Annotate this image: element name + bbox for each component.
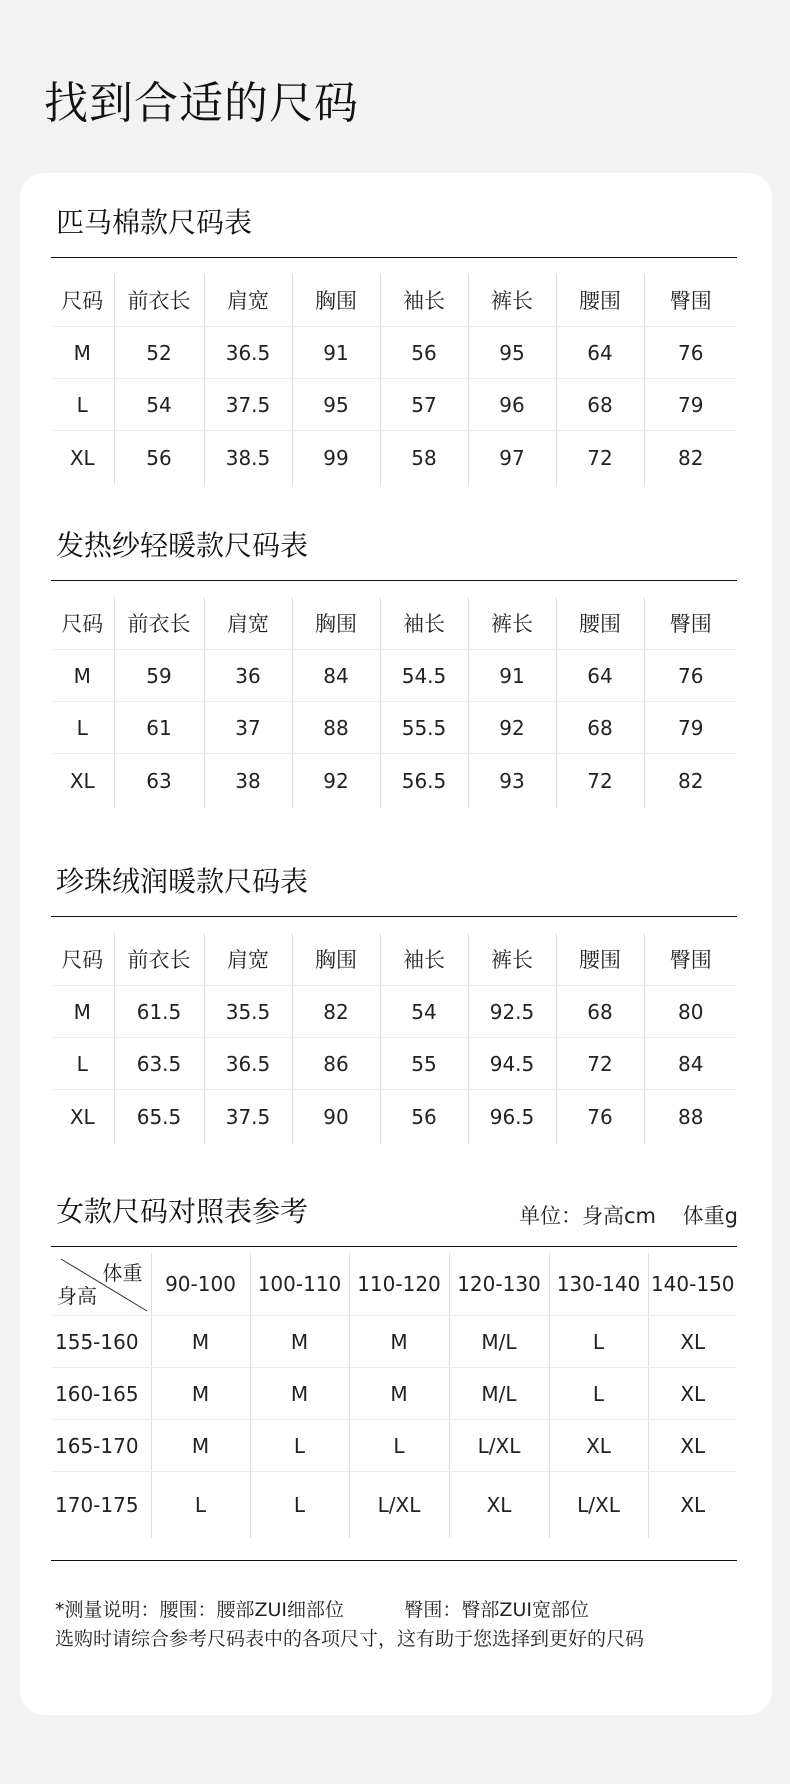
table-cell: L bbox=[51, 1038, 114, 1090]
header-cell: 前衣长 bbox=[114, 933, 204, 986]
weight-axis-label: 体重 bbox=[102, 1261, 143, 1285]
table-cell: 84 bbox=[292, 650, 380, 702]
table-cell: 55.5 bbox=[380, 702, 468, 754]
table-cell: L bbox=[349, 1420, 449, 1472]
reference-size-table bbox=[51, 1253, 737, 1538]
table-cell: XL bbox=[648, 1316, 737, 1368]
table-cell: 36.5 bbox=[204, 1038, 292, 1090]
table-cell: 54.5 bbox=[380, 650, 468, 702]
table-cell: M bbox=[51, 986, 114, 1038]
height-axis-label: 身高 bbox=[57, 1284, 97, 1308]
header-cell: 140-150 bbox=[648, 1253, 737, 1316]
header-cell: 胸围 bbox=[292, 274, 380, 327]
reference-title: 女款尺码对照表参考 bbox=[56, 1195, 309, 1228]
table-row bbox=[51, 1420, 737, 1472]
table-cell: XL bbox=[549, 1420, 648, 1472]
table-cell: 58 bbox=[380, 431, 468, 486]
table-cell: 56 bbox=[114, 431, 204, 486]
table-row bbox=[51, 379, 737, 431]
table-cell: 82 bbox=[644, 754, 737, 809]
table-cell: M/L bbox=[449, 1368, 549, 1420]
table-cell: 94.5 bbox=[468, 1038, 556, 1090]
table-cell: 36.5 bbox=[204, 327, 292, 379]
header-cell: 腰围 bbox=[556, 933, 644, 986]
header-cell: 胸围 bbox=[292, 933, 380, 986]
table-cell: 92 bbox=[292, 754, 380, 809]
table-cell: M bbox=[151, 1420, 250, 1472]
table-cell: 65.5 bbox=[114, 1090, 204, 1145]
table-cell: XL bbox=[69, 769, 95, 793]
table-cell: M/L bbox=[449, 1316, 549, 1368]
table-cell: M bbox=[250, 1368, 349, 1420]
table-cell: 61 bbox=[114, 702, 204, 754]
header-cell: 尺码 bbox=[51, 597, 114, 650]
header-cell: 肩宽 bbox=[204, 597, 292, 650]
table-cell: 96.5 bbox=[468, 1090, 556, 1145]
table-cell: L/XL bbox=[349, 1472, 449, 1539]
table-cell: XL bbox=[648, 1472, 737, 1539]
table-cell: M bbox=[349, 1368, 449, 1420]
table-cell: 38.5 bbox=[204, 431, 292, 486]
height-cell: 170-175 bbox=[55, 1493, 139, 1517]
table-cell: 37.5 bbox=[204, 379, 292, 431]
divider bbox=[51, 1246, 737, 1247]
table-cell: 55 bbox=[380, 1038, 468, 1090]
table-cell: 35.5 bbox=[204, 986, 292, 1038]
table-cell: L bbox=[549, 1368, 648, 1420]
table-cell: 82 bbox=[292, 986, 380, 1038]
table-cell: M bbox=[151, 1368, 250, 1420]
table-cell: 96 bbox=[468, 379, 556, 431]
table-cell: 97 bbox=[468, 431, 556, 486]
table-cell: 52 bbox=[114, 327, 204, 379]
header-cell: 尺码 bbox=[51, 274, 114, 327]
table-cell: M bbox=[151, 1316, 250, 1368]
header-cell: 110-120 bbox=[349, 1253, 449, 1316]
table-cell: 84 bbox=[644, 1038, 737, 1090]
header-cell: 100-110 bbox=[250, 1253, 349, 1316]
table-cell: 59 bbox=[114, 650, 204, 702]
table-cell: 64 bbox=[556, 327, 644, 379]
table-cell: 68 bbox=[556, 986, 644, 1038]
note-line: *测量说明：腰围：腰部ZUI细部位 臀围：臀部ZUI宽部位 bbox=[55, 1599, 589, 1621]
table-cell: 37 bbox=[204, 702, 292, 754]
table-cell: 88 bbox=[644, 1090, 737, 1145]
table-cell: 91 bbox=[468, 650, 556, 702]
table-header-row bbox=[51, 933, 737, 986]
table-row bbox=[51, 431, 737, 486]
table-cell: 68 bbox=[556, 379, 644, 431]
table-cell: L bbox=[250, 1472, 349, 1539]
table-cell: 93 bbox=[468, 754, 556, 809]
table-cell: M bbox=[349, 1316, 449, 1368]
table-cell: 76 bbox=[644, 327, 737, 379]
table-cell: 63 bbox=[114, 754, 204, 809]
table-cell: 56 bbox=[380, 1090, 468, 1145]
size-table-heat-yarn bbox=[51, 597, 737, 808]
table-cell: L bbox=[151, 1472, 250, 1539]
header-cell: 臀围 bbox=[644, 933, 737, 986]
table-cell: M bbox=[51, 650, 114, 702]
header-cell: 90-100 bbox=[151, 1253, 250, 1316]
header-cell: 胸围 bbox=[292, 597, 380, 650]
header-cell: 腰围 bbox=[556, 597, 644, 650]
corner-cell bbox=[51, 1253, 151, 1316]
table-cell: 56 bbox=[380, 327, 468, 379]
table-cell: XL bbox=[648, 1420, 737, 1472]
table-cell: XL bbox=[648, 1368, 737, 1420]
table-cell: 72 bbox=[556, 754, 644, 809]
table-cell: 79 bbox=[644, 379, 737, 431]
table-title: 匹马棉款尺码表 bbox=[56, 206, 253, 239]
table-cell: 92.5 bbox=[468, 986, 556, 1038]
table-row bbox=[51, 1368, 737, 1420]
header-cell: 臀围 bbox=[644, 274, 737, 327]
table-cell: 88 bbox=[292, 702, 380, 754]
table-cell: 72 bbox=[556, 1038, 644, 1090]
header-cell: 尺码 bbox=[51, 933, 114, 986]
header-cell: 130-140 bbox=[549, 1253, 648, 1316]
table-row bbox=[51, 1316, 737, 1368]
table-cell: L bbox=[250, 1420, 349, 1472]
table-cell: L bbox=[51, 702, 114, 754]
table-header-row bbox=[51, 597, 737, 650]
table-cell: 76 bbox=[644, 650, 737, 702]
table-cell: XL bbox=[69, 446, 95, 470]
header-cell: 腰围 bbox=[556, 274, 644, 327]
table-cell: L/XL bbox=[449, 1420, 549, 1472]
table-cell: L bbox=[51, 379, 114, 431]
header-cell: 肩宽 bbox=[204, 933, 292, 986]
header-cell: 前衣长 bbox=[114, 274, 204, 327]
header-cell: 裤长 bbox=[468, 274, 556, 327]
table-cell: 37.5 bbox=[204, 1090, 292, 1145]
size-table-pearl-fleece bbox=[51, 933, 737, 1144]
header-cell: 臀围 bbox=[644, 597, 737, 650]
table-row bbox=[51, 986, 737, 1038]
table-cell: 99 bbox=[292, 431, 380, 486]
header-cell: 120-130 bbox=[449, 1253, 549, 1316]
header-cell: 袖长 bbox=[380, 597, 468, 650]
divider bbox=[51, 257, 737, 258]
divider bbox=[51, 580, 737, 581]
table-row bbox=[51, 754, 737, 809]
table-cell: 61.5 bbox=[114, 986, 204, 1038]
table-cell: 64 bbox=[556, 650, 644, 702]
height-cell: 160-165 bbox=[51, 1368, 151, 1420]
height-cell: 155-160 bbox=[51, 1316, 151, 1368]
table-cell: 57 bbox=[380, 379, 468, 431]
note-line: 选购时请综合参考尺码表中的各项尺寸，这有助于您选择到更好的尺码 bbox=[55, 1628, 645, 1650]
table-row bbox=[51, 650, 737, 702]
table-cell: 63.5 bbox=[114, 1038, 204, 1090]
table-row bbox=[51, 1472, 737, 1539]
table-cell: 79 bbox=[644, 702, 737, 754]
table-cell: L/XL bbox=[549, 1472, 648, 1539]
table-cell: 68 bbox=[556, 702, 644, 754]
table-cell: 76 bbox=[556, 1090, 644, 1145]
table-cell: 95 bbox=[292, 379, 380, 431]
table-cell: 56.5 bbox=[380, 754, 468, 809]
table-cell: 92 bbox=[468, 702, 556, 754]
table-title: 珍珠绒润暖款尺码表 bbox=[56, 865, 309, 898]
table-row bbox=[51, 1090, 737, 1145]
divider bbox=[51, 1560, 737, 1561]
unit-label: 单位：身高cm 体重g bbox=[518, 1204, 738, 1228]
table-cell: 82 bbox=[644, 431, 737, 486]
table-cell: 91 bbox=[292, 327, 380, 379]
size-table-pima-cotton bbox=[51, 274, 737, 485]
table-cell: 36 bbox=[204, 650, 292, 702]
table-cell: 86 bbox=[292, 1038, 380, 1090]
table-cell: 80 bbox=[644, 986, 737, 1038]
table-cell: M bbox=[250, 1316, 349, 1368]
divider bbox=[51, 916, 737, 917]
table-cell: L bbox=[549, 1316, 648, 1368]
table-title: 发热纱轻暖款尺码表 bbox=[56, 529, 309, 562]
table-cell: XL bbox=[69, 1105, 95, 1129]
table-cell: M bbox=[51, 327, 114, 379]
table-cell: XL bbox=[449, 1472, 549, 1539]
table-row bbox=[51, 327, 737, 379]
header-cell: 前衣长 bbox=[114, 597, 204, 650]
table-cell: 54 bbox=[114, 379, 204, 431]
measurement-notes bbox=[55, 1596, 644, 1654]
table-header-row bbox=[51, 274, 737, 327]
header-cell: 裤长 bbox=[468, 933, 556, 986]
table-cell: 95 bbox=[468, 327, 556, 379]
table-row bbox=[51, 1038, 737, 1090]
header-cell: 袖长 bbox=[380, 933, 468, 986]
header-cell: 袖长 bbox=[380, 274, 468, 327]
table-cell: 72 bbox=[556, 431, 644, 486]
height-cell: 165-170 bbox=[51, 1420, 151, 1472]
header-cell: 裤长 bbox=[468, 597, 556, 650]
page-title: 找到合适的尺码 bbox=[44, 78, 359, 129]
table-header-row bbox=[51, 1253, 737, 1316]
header-cell: 肩宽 bbox=[204, 274, 292, 327]
table-cell: 54 bbox=[380, 986, 468, 1038]
table-row bbox=[51, 702, 737, 754]
table-cell: 90 bbox=[292, 1090, 380, 1145]
table-cell: 38 bbox=[204, 754, 292, 809]
